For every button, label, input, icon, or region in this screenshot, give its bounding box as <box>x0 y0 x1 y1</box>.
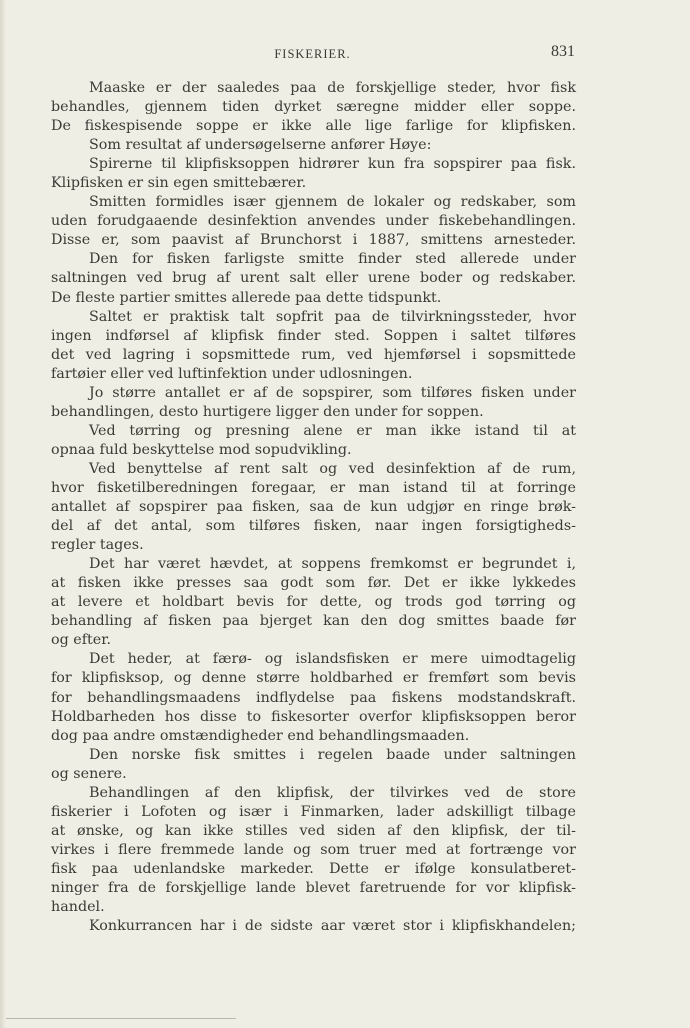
text-line: Ved benyttelse af rent salt og ved desinfektion af de rum, <box>89 460 576 477</box>
page-edge <box>0 0 6 1028</box>
text-line: at fisken ikke presses saa godt som før. Det er ikke lykkedes <box>51 575 576 592</box>
text-line: hvor fisketilberedningen foregaar, er man istand til at forringe <box>51 479 576 496</box>
running-head: FISKERIER. <box>274 47 351 61</box>
text-line: saltningen ved brug af urent salt eller urene boder og redskaber. <box>51 270 576 287</box>
text-line: fiskerier i Lofoten og især i Finmarken, lader adskilligt tilbage <box>51 803 576 820</box>
text-line: Konkurrancen har i de sidste aar været stor i klipfiskhandelen; <box>89 918 576 935</box>
text-line: fisk paa udenlandske markeder. Dette er ifølge konsulatberet- <box>51 860 576 877</box>
text-line: at levere et holdbart bevis for dette, og trods god tørring og <box>51 594 576 611</box>
text-line: Som resultat af undersøgelserne anfører Høye: <box>89 137 432 154</box>
text-line: opnaa fuld beskyttelse mod sopudvikling. <box>51 441 352 458</box>
text-line: behandlingen, desto hurtigere ligger den under for soppen. <box>51 403 484 420</box>
text-line: ninger fra de forskjellige lande blevet faretruende for vor klipfisk- <box>51 879 576 896</box>
text-line: det ved lagring i sopsmittede rum, ved hjemførsel i sopsmittede <box>51 346 576 363</box>
page-header <box>50 43 575 65</box>
text-line: Behandlingen af den klipfisk, der tilvirkes ved de store <box>89 784 576 801</box>
text-line: ingen indførsel af klipfisk finder sted. Soppen i saltet tilføres <box>51 327 576 344</box>
text-line: for klipfisksop, og denne større holdbarhed er fremført som bevis <box>51 670 576 687</box>
text-line: Disse er, som paavist af Brunchorst i 1887, smittens arnesteder. <box>51 232 576 249</box>
text-line: Ved tørring og presning alene er man ikke istand til at <box>89 422 576 439</box>
text-line: og senere. <box>51 765 127 782</box>
text-line: uden forudgaaende desinfektion anvendes under fiskebehandlingen. <box>51 213 576 230</box>
text-line: antallet af sopspirer paa fisken, saa de kun udgjør en ringe brøk- <box>51 499 576 516</box>
text-line: at ønske, og kan ikke stilles ved siden af den klipfisk, der til- <box>51 822 576 839</box>
text-line: Jo større antallet er af de sopspirer, som tilføres fisken under <box>89 384 576 401</box>
body-text <box>51 79 576 936</box>
text-line: Saltet er praktisk talt sopfrit paa de tilvirkningssteder, hvor <box>89 308 576 325</box>
page-number: 831 <box>551 43 575 60</box>
text-line: Den norske fisk smittes i regelen baade under saltningen <box>89 746 576 763</box>
text-line: Det heder, at færø- og islandsfisken er mere uimodtagelig <box>89 651 576 668</box>
text-line: for behandlingsmaadens indflydelse paa fiskens modstandskraft. <box>51 689 576 706</box>
text-line: behandles, gjennem tiden dyrket særegne midder eller soppe. <box>51 99 576 116</box>
text-line: handel. <box>51 899 105 916</box>
text-line: Smitten formidles især gjennem de lokaler og redskaber, som <box>89 194 576 211</box>
text-line: Klipfisken er sin egen smittebærer. <box>51 175 307 192</box>
text-line: Den for fisken farligste smitte finder sted allerede under <box>89 251 576 268</box>
text-line: Holdbarheden hos disse to fiskesorter overfor klipfisksoppen beror <box>51 708 576 725</box>
text-line: De fleste partier smittes allerede paa dette tidspunkt. <box>51 289 442 306</box>
text-line: Det har været hævdet, at soppens fremkomst er begrundet i, <box>89 556 576 573</box>
text-line: og efter. <box>51 632 112 649</box>
text-line: fartøier eller ved luftinfektion under udlosningen. <box>51 365 413 382</box>
text-line: Spirerne til klipfisksoppen hidrører kun fra sopspirer paa fisk. <box>89 156 576 173</box>
text-line: dog paa andre omstændigheder end behandlingsmaaden. <box>51 727 470 744</box>
text-line: virkes i flere fremmede lande og som truer med at fortrænge vor <box>51 841 576 858</box>
text-line: regler tages. <box>51 537 144 554</box>
text-line: behandling af fisken paa bjerget kan den dog smittes baade før <box>51 613 576 630</box>
text-line: del af det antal, som tilføres fisken, naar ingen forsigtigheds- <box>51 518 576 535</box>
text-line: Maaske er der saaledes paa de forskjellige steder, hvor fisk <box>89 80 576 96</box>
text-line: De fiskespisende soppe er ikke alle lige farlige for klipfisken. <box>51 118 576 135</box>
bottom-rule <box>6 1018 236 1019</box>
